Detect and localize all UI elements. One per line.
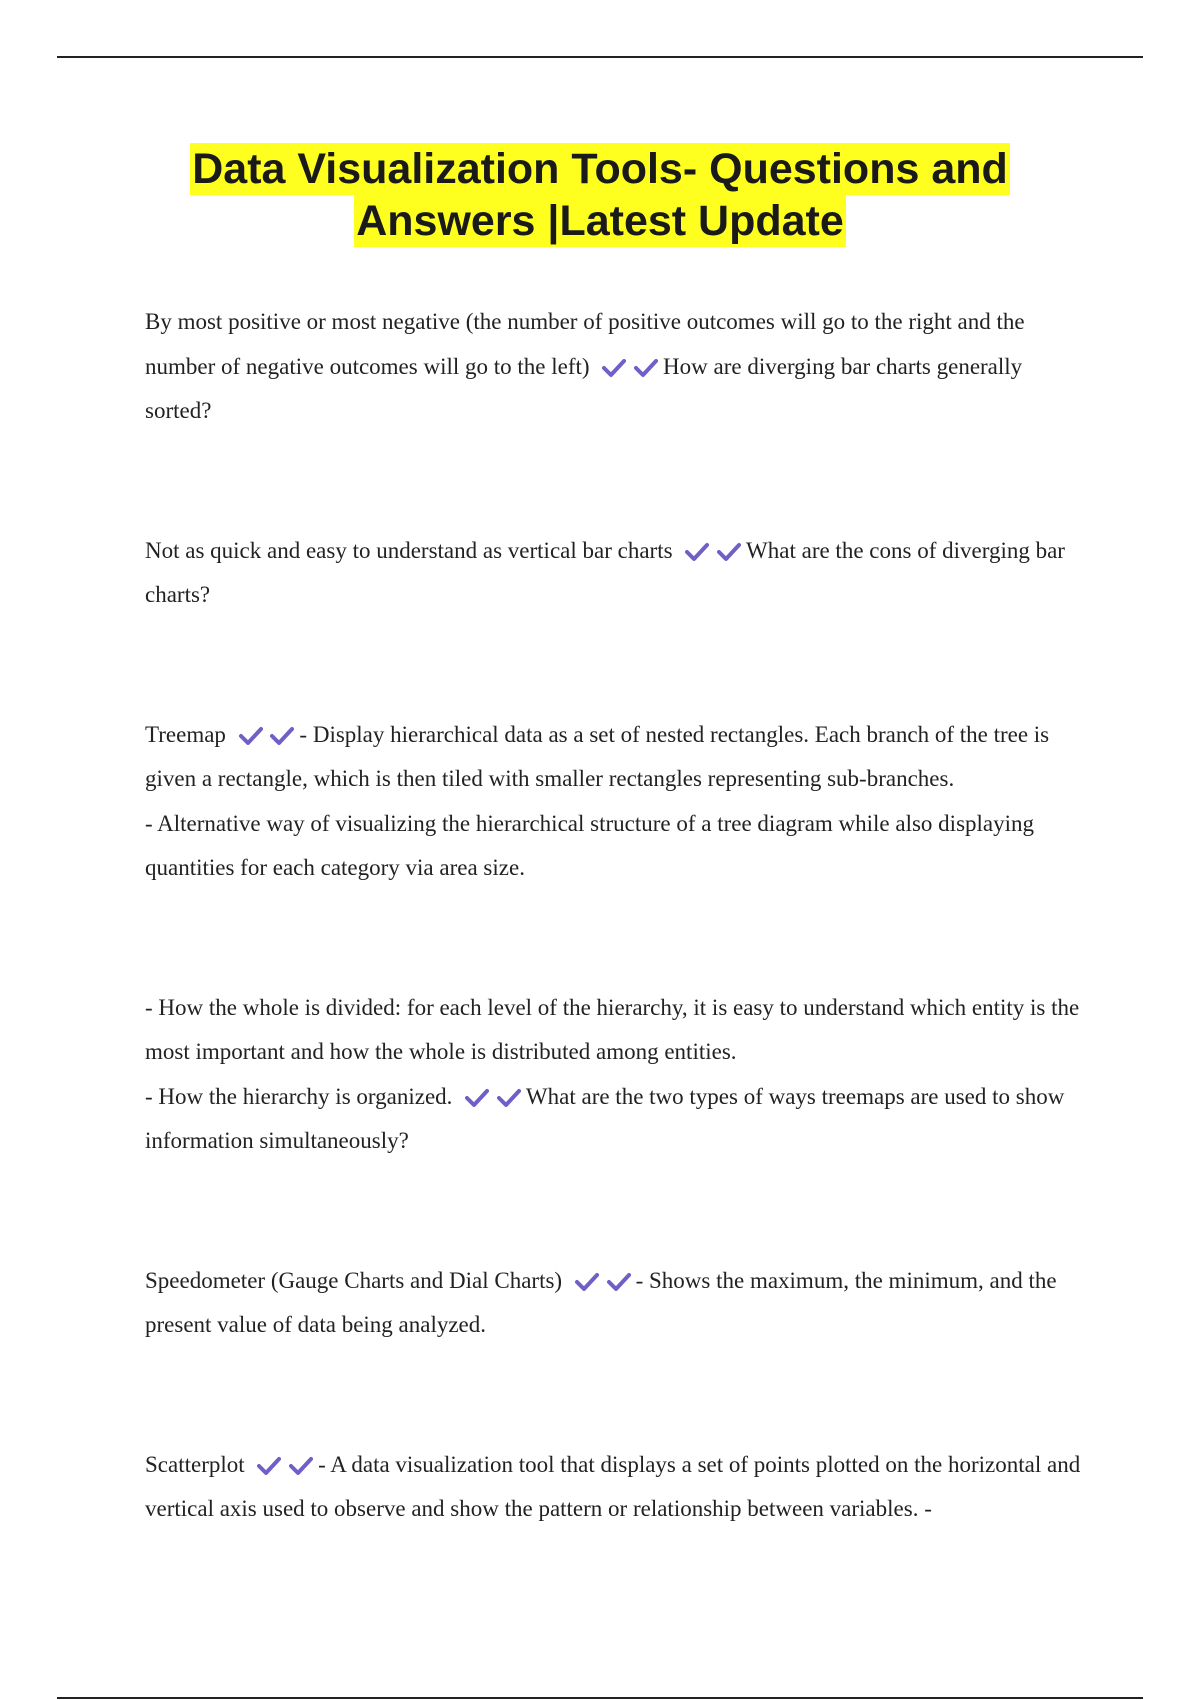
qa-entry-6 [145, 1443, 1085, 1532]
qa-paragraph [145, 713, 1085, 802]
check-icon [239, 726, 263, 746]
check-icon [257, 1456, 281, 1476]
qa-paragraph [145, 1443, 1085, 1532]
qa-paragraph: - How the whole is divided: for each level of the hierarchy, it is easy to understand which entity is the most important and how the whole is distributed among entities. [145, 994, 1080, 1064]
double-check-icon [256, 1443, 314, 1488]
title-line-2: Answers |Latest Update [356, 197, 844, 245]
qa-entry-4 [145, 986, 1085, 1164]
qa-entry-5 [145, 1259, 1085, 1348]
qa-entry-2 [145, 529, 1085, 618]
double-check-icon [238, 713, 296, 758]
check-icon [575, 1272, 599, 1292]
double-check-icon [684, 529, 742, 574]
check-icon [497, 1088, 521, 1108]
check-icon [465, 1088, 489, 1108]
check-icon [717, 542, 741, 562]
answer-text: - How the hierarchy is organized. [145, 1083, 453, 1109]
qa-paragraph [145, 300, 1085, 434]
qa-entry-3 [145, 713, 1085, 891]
check-icon [685, 542, 709, 562]
answer-text: Not as quick and easy to understand as vertical bar charts [145, 537, 673, 563]
question-text: What are the two types of ways treemaps are used to show information simultaneously? [145, 1083, 1065, 1153]
page-title [140, 143, 1060, 247]
check-icon [602, 358, 626, 378]
double-check-icon [601, 345, 659, 390]
definition-text: - Shows the maximum, the minimum, and the present value of data being analyzed. [145, 1267, 1057, 1337]
check-icon [607, 1272, 631, 1292]
term-text: Scatterplot [145, 1451, 245, 1477]
double-check-icon [464, 1075, 522, 1120]
definition-text: - A data visualization tool that displays a set of points plotted on the horizontal and vertical axis used to observe and show the pattern or relationship between variables. - [145, 1451, 1081, 1521]
term-text: Treemap [145, 721, 226, 747]
definition-text: - Display hierarchical data as a set of nested rectangles. Each branch of the tree is given a rectangle, which is then tiled with smaller rectangles representing sub-branches. [145, 721, 1050, 791]
question-text: How are diverging bar charts generally sorted? [145, 353, 1023, 423]
qa-paragraph: - Alternative way of visualizing the hierarchical structure of a tree diagram while also displaying quantities for each category via area size. [145, 810, 1035, 880]
term-text: Speedometer (Gauge Charts and Dial Charts) [145, 1267, 563, 1293]
bottom-rule [57, 1697, 1143, 1699]
qa-entry-1 [145, 300, 1085, 434]
qa-paragraph [145, 529, 1085, 618]
check-icon [289, 1456, 313, 1476]
qa-content [145, 300, 1085, 1532]
title-line-1: Data Visualization Tools- Questions and [192, 145, 1008, 193]
qa-paragraph [145, 1075, 1085, 1164]
answer-text: By most positive or most negative (the number of positive outcomes will go to the right and the number of negative outcomes will go to the left) [145, 309, 1025, 379]
check-icon [270, 726, 294, 746]
check-icon [634, 358, 658, 378]
double-check-icon [574, 1259, 632, 1304]
top-rule [57, 56, 1143, 58]
qa-paragraph [145, 1259, 1085, 1348]
question-text: What are the cons of diverging bar charts? [145, 537, 1065, 607]
